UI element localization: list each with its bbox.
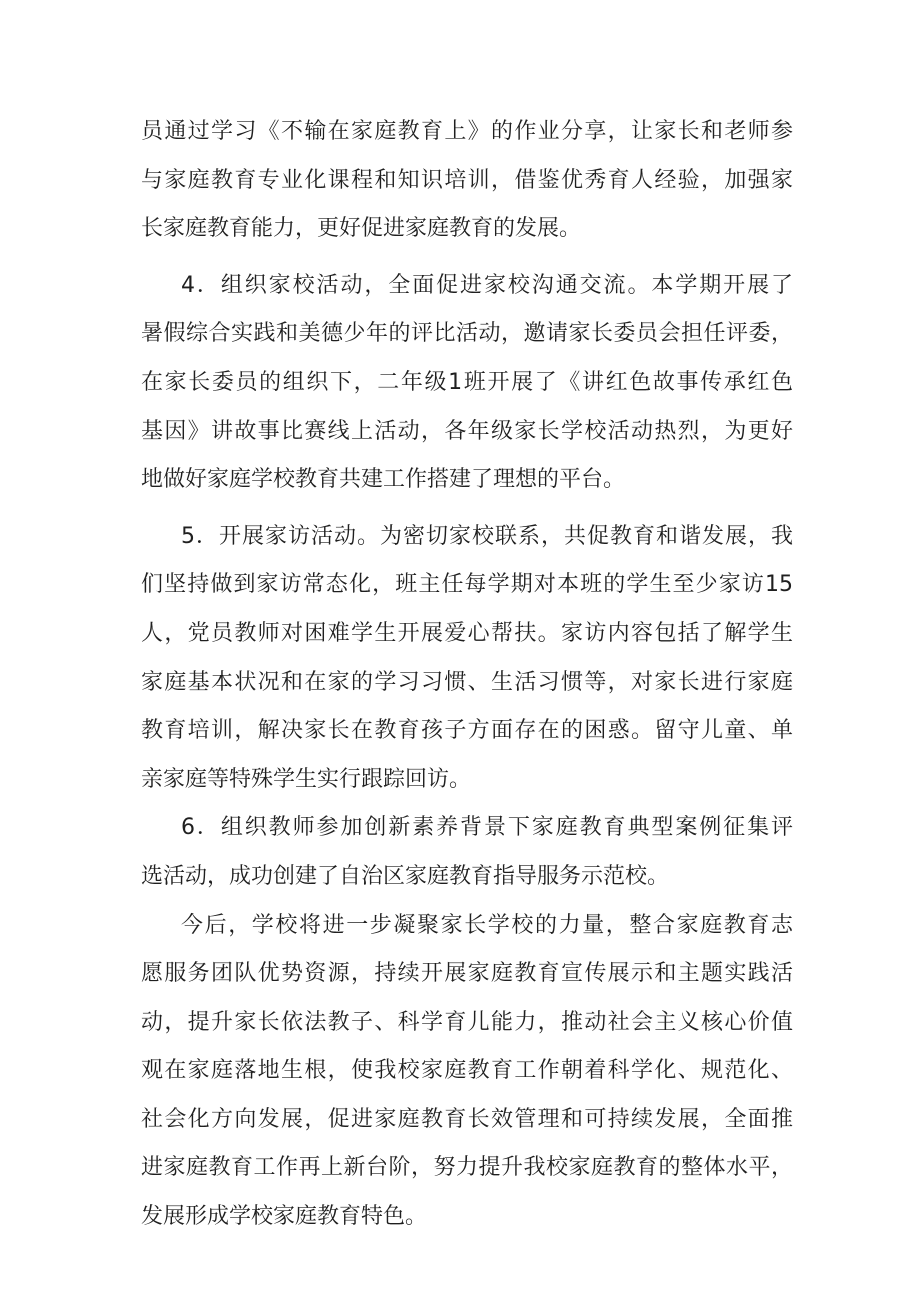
paragraph xyxy=(141,108,793,254)
paragraph xyxy=(141,513,793,805)
text-line: 选活动，成功创建了自治区家庭教育指导服务示范校。 xyxy=(141,863,670,889)
text-line: 人，党员教师对困难学生开展爱心帮扶。家访内容包括了解学生 xyxy=(141,620,793,646)
text-line: 在家长委员的组织下，二年级1班开展了《讲红色故事传承红色 xyxy=(141,369,793,395)
text-line: 们坚持做到家访常态化，班主任每学期对本班的学生至少家访15 xyxy=(141,572,793,598)
text-line: 家庭基本状况和在家的学习习惯、生活习惯等，对家长进行家庭 xyxy=(141,669,793,695)
text-line: 今后，学校将进一步凝聚家长学校的力量，整合家庭教育志 xyxy=(181,912,793,938)
text-line: 社会化方向发展，促进家庭教育长效管理和可持续发展，全面推 xyxy=(141,1106,793,1132)
paragraph-spacer xyxy=(141,254,793,262)
text-line: 教育培训，解决家长在教育孩子方面存在的困惑。留守儿童、单 xyxy=(141,718,793,744)
text-line: 亲家庭等特殊学生实行跟踪回访。 xyxy=(141,766,472,792)
text-line: 基因》讲故事比赛线上活动，各年级家长学校活动热烈，为更好 xyxy=(141,418,793,444)
text-line: 暑假综合实践和美德少年的评比活动，邀请家长委员会担任评委， xyxy=(141,321,793,347)
text-line: 观在家庭落地生根，使我校家庭教育工作朝着科学化、规范化、 xyxy=(141,1058,793,1084)
text-line: 5．开展家访活动。为密切家校联系，共促教育和谐发展，我 xyxy=(181,523,793,549)
paragraph xyxy=(141,804,793,901)
text-line: 员通过学习《不输在家庭教育上》的作业分享，让家长和老师参 xyxy=(141,119,793,144)
text-line: 进家庭教育工作再上新台阶，努力提升我校家庭教育的整体水平， xyxy=(141,1155,793,1181)
text-line: 愿服务团队优势资源，持续开展家庭教育宣传展示和主题实践活 xyxy=(141,961,793,987)
text-line: 地做好家庭学校教育共建工作搭建了理想的平台。 xyxy=(141,467,626,493)
text-line: 动，提升家长依法教子、科学育儿能力，推动社会主义核心价值 xyxy=(141,1009,793,1035)
text-line: 4．组织家校活动，全面促进家校沟通交流。本学期开展了 xyxy=(181,272,793,298)
text-line: 长家庭教育能力，更好促进家庭教育的发展。 xyxy=(141,216,582,242)
text-line: 发展形成学校家庭教育特色。 xyxy=(141,1204,428,1230)
paragraph-spacer xyxy=(141,505,793,513)
paragraph xyxy=(141,902,793,1242)
text-line: 与家庭教育专业化课程和知识培训，借鉴优秀育人经验，加强家 xyxy=(141,167,793,193)
paragraph xyxy=(141,262,793,505)
document-body xyxy=(141,108,793,1242)
text-line: 6．组织教师参加创新素养背景下家庭教育典型案例征集评 xyxy=(181,815,793,841)
